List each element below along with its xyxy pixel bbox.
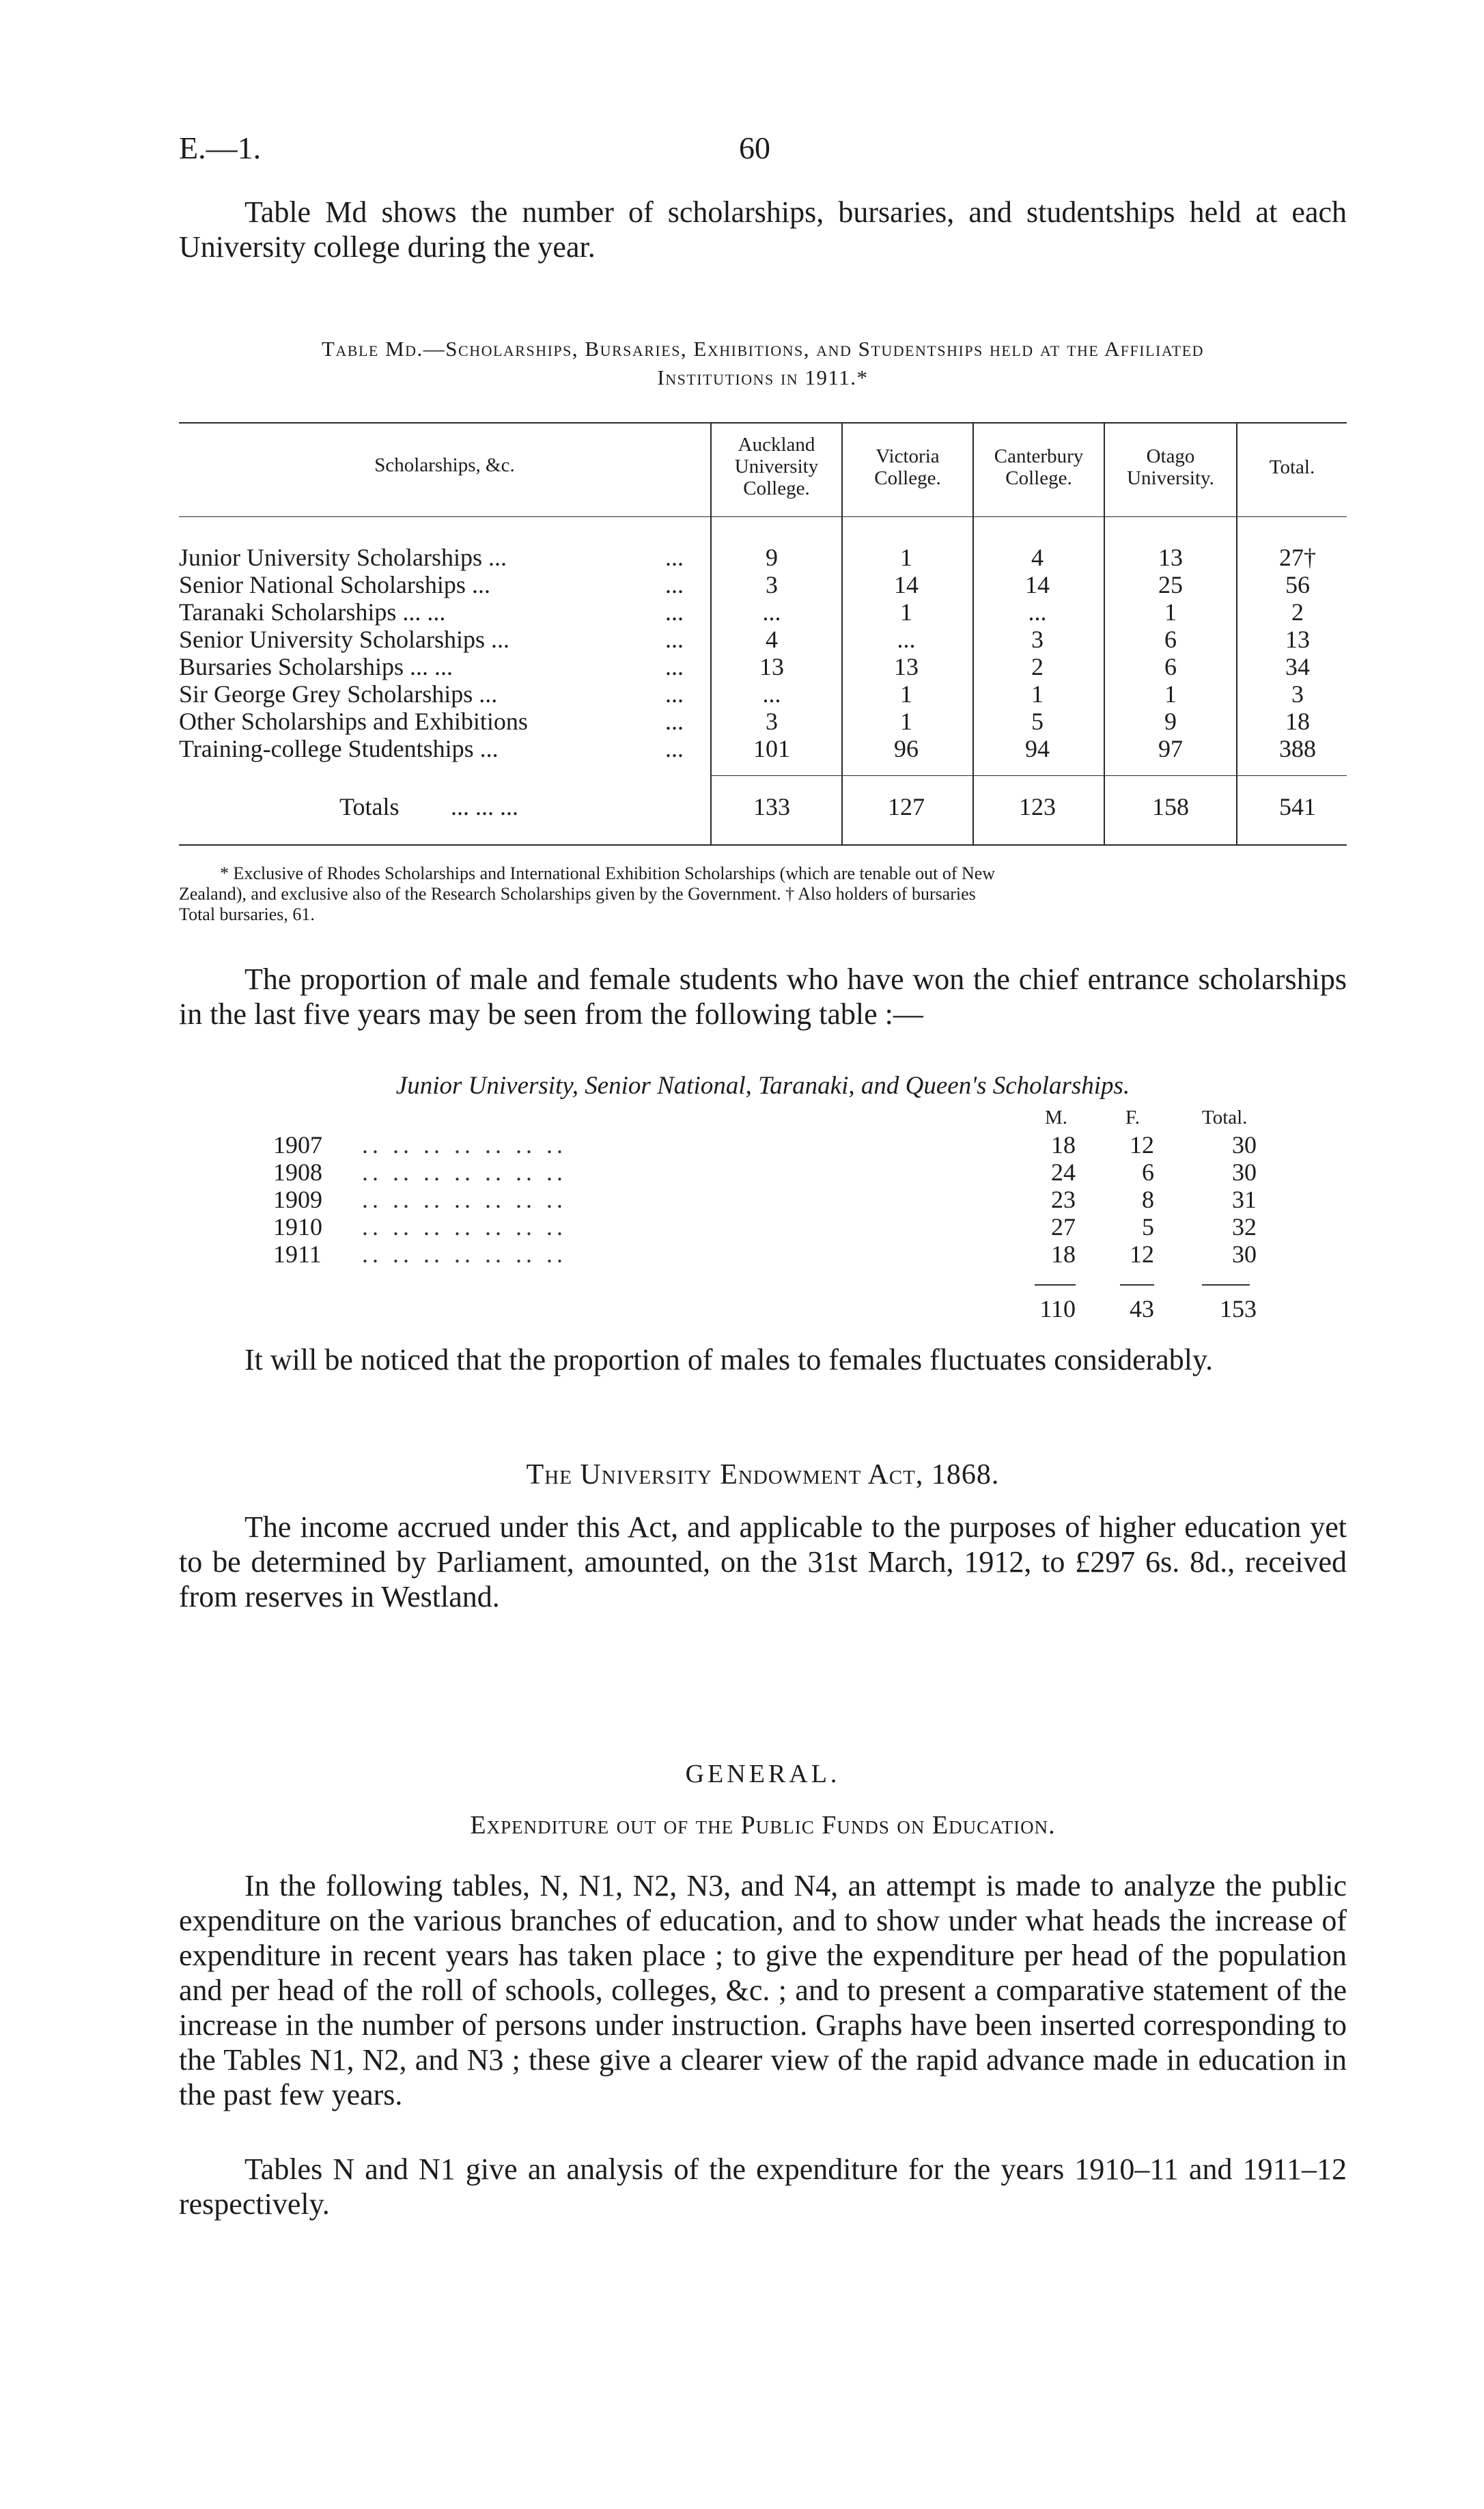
table-bottom-rule	[179, 844, 1347, 846]
fluctuation-paragraph	[179, 1342, 1347, 1377]
footnote-line3: Total bursaries, 61.	[179, 904, 315, 924]
sum-rule-f	[1120, 1284, 1154, 1286]
fluctuation-text: It will be noticed that the proportion of males to females fluctuates considerably.	[244, 1343, 1214, 1376]
table-row: Sir George Grey Scholarships ... ... ... 1 1 1 3	[179, 680, 1304, 708]
endowment-heading: The University Endowment Act, 1868.	[526, 1459, 1000, 1491]
table-row: Senior University Scholarships ... ... 4 ... 3 6 13	[179, 626, 1310, 653]
table-row: Senior National Scholarships ... ... 3 14 14 25 56	[179, 571, 1310, 598]
endowment-text: The income accrued under this Act, and applicable to the purposes of higher education yet to be determined by Parliament, amounted, on the 31st March, 1912, to £297 6s. 8d., received from reserves in Westland.	[179, 1510, 1347, 1613]
col-header-auckland: Auckland University College.	[734, 434, 819, 499]
col-header-victoria: Victoria College.	[874, 445, 941, 489]
col-header-canterbury: Canterbury College.	[994, 445, 1084, 489]
footnote-line2: Zealand), and exclusive also of the Research Scholarships given by the Government. † Also holders of bursaries	[179, 884, 976, 904]
col-header-total: Total.	[1269, 456, 1315, 478]
table-top-rule	[179, 422, 1347, 424]
small-table-row: 1911 .. .. .. .. .. .. .. 18 12 30	[273, 1240, 1257, 1268]
table-row: Junior University Scholarships ... ... 9 1 4 13 27†	[179, 544, 1316, 571]
small-table-row: 1907 .. .. .. .. .. .. .. 18 12 30	[273, 1131, 1257, 1159]
small-table-totals: 110 43 153	[1039, 1295, 1257, 1322]
page-number: 60	[739, 130, 770, 165]
endowment-paragraph	[179, 1510, 1347, 1614]
intro-paragraph	[179, 195, 1347, 264]
table-md-title-line2: Institutions in 1911.*	[657, 365, 869, 389]
table-row: Taranaki Scholarships ... ... ... ... 1 ... 1 2	[179, 598, 1304, 626]
small-table-head-total: Total.	[1202, 1107, 1248, 1128]
sum-rule-total	[1202, 1284, 1250, 1286]
small-table-caption: Junior University, Senior National, Taranaki, and Queen's Scholarships.	[395, 1072, 1130, 1100]
proportion-paragraph	[179, 962, 1347, 1031]
col-header-otago: Otago University.	[1127, 445, 1214, 489]
small-table-head-f: F.	[1125, 1107, 1140, 1128]
table-md-title-line1: Table Md.—Scholarships, Bursaries, Exhibitions, and Studentships held at the Affiliated	[321, 337, 1205, 361]
expenditure-subheading: Expenditure out of the Public Funds on Education.	[470, 1811, 1056, 1840]
small-table-row: 1909 .. .. .. .. .. .. .. 23 8 31	[273, 1186, 1257, 1213]
general-heading: GENERAL.	[685, 1760, 841, 1788]
small-table-head-m: M.	[1045, 1107, 1068, 1128]
table-totals-row: Totals ... ... ... 133 127 123 158 541	[339, 793, 1316, 820]
col-header-scholarships: Scholarships, &c.	[374, 454, 515, 476]
document-reference: E.—1.	[179, 130, 262, 165]
table-row: Training-college Studentships ... ... 101 96 94 97 388	[179, 735, 1316, 762]
general-paragraph-2	[179, 2152, 1347, 2221]
proportion-text: The proportion of male and female students who have won the chief entrance scholarships in the last five years may be seen from the following table :—	[179, 962, 1347, 1031]
table-row: Other Scholarships and Exhibitions ... 3 1 5 9 18	[179, 708, 1310, 735]
small-table-row: 1908 .. .. .. .. .. .. .. 24 6 30	[273, 1159, 1257, 1186]
general-paragraph-1	[179, 1868, 1347, 2112]
general-paragraph-1-text: In the following tables, N, N1, N2, N3, and N4, an attempt is made to analyze the public expenditure on the various branches of education, and to show under what heads the increase of expenditure in recent years has taken place ; to give the expenditure per head of the population and per head of the roll of schools, colleges, &c. ; and to present a comparative statement of the increase in the number of persons under instruction. Graphs have been inserted corresponding to the Tables N1, N2, and N3 ; these give a clearer view of the rapid advance made in education in the past few years.	[179, 1869, 1347, 2111]
totals-rule	[710, 775, 1347, 776]
table-header-rule	[179, 516, 1347, 517]
sum-rule-m	[1035, 1284, 1076, 1286]
table-row: Bursaries Scholarships ... ... ... 13 13 2 6 34	[179, 653, 1310, 680]
general-paragraph-2-text: Tables N and N1 give an analysis of the expenditure for the years 1910–11 and 1911–12 respectively.	[179, 2152, 1347, 2221]
footnote-line1: * Exclusive of Rhodes Scholarships and International Exhibition Scholarships (which are tenable out of New	[220, 863, 996, 883]
small-table-row: 1910 .. .. .. .. .. .. .. 27 5 32	[273, 1213, 1257, 1240]
intro-text: Table Md shows the number of scholarships, bursaries, and studentships held at each University college during the year.	[179, 195, 1347, 264]
